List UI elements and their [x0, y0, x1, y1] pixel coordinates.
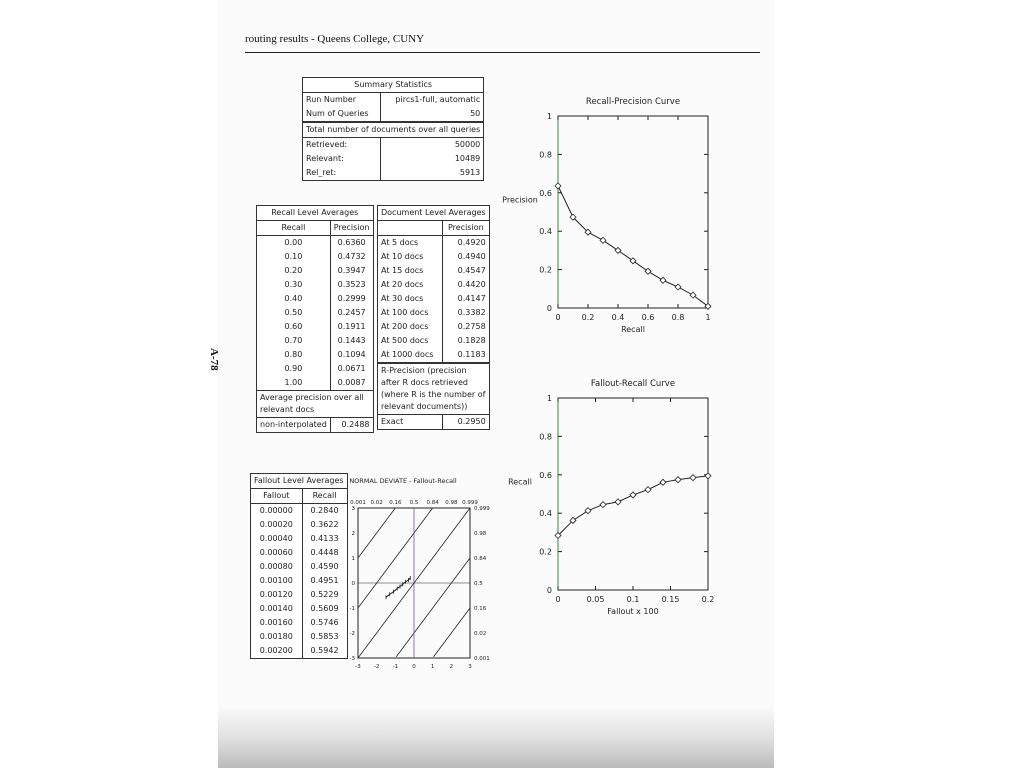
- rprecision-label: R-Precision (precision after R docs retrieved (where R is the number of relevant documents)): [378, 363, 490, 415]
- run-number-value: pircs1-full, automatic: [381, 93, 484, 108]
- summary-statistics-table: [302, 77, 484, 181]
- row-label: 0.40: [257, 292, 331, 306]
- x-axis-label: Fallout x 100: [607, 607, 659, 616]
- y-tick-label: 0.6: [539, 188, 552, 198]
- table-row: [251, 574, 348, 588]
- retrieved-label: Retrieved:: [303, 138, 381, 153]
- row-value: 0.4133: [302, 532, 347, 546]
- x-tick-label: 0.2: [701, 595, 715, 604]
- row-value: 0.1443: [330, 334, 373, 348]
- page-number-side: A-78: [208, 348, 220, 371]
- row-value: 0.3622: [302, 518, 347, 532]
- row-value: 0.6360: [330, 236, 373, 251]
- top-tick-label: 0.98: [445, 500, 458, 506]
- diagonal-grid-line: [434, 608, 470, 657]
- table-row: [257, 348, 374, 362]
- data-point-diamond: [630, 492, 636, 498]
- data-point-diamond: [660, 277, 666, 283]
- table-row: [251, 644, 348, 659]
- top-tick-label: 0.84: [426, 500, 439, 506]
- table-row: [378, 334, 490, 348]
- y-tick-label: 0.8: [539, 150, 552, 160]
- row-label: At 30 docs: [378, 292, 443, 306]
- table-row: [378, 348, 490, 363]
- scan-shadow: [218, 706, 774, 768]
- row-label: 0.50: [257, 306, 331, 320]
- x-tick-label: 0.1: [626, 595, 640, 604]
- row-label: 0.90: [257, 362, 331, 376]
- row-label: At 15 docs: [378, 264, 443, 278]
- row-label: At 200 docs: [378, 320, 443, 334]
- recall-precision-chart: [502, 90, 716, 350]
- row-value: 0.0671: [330, 362, 373, 376]
- right-tick-label: 0.98: [474, 531, 487, 537]
- x-tick-label: 0.05: [586, 595, 605, 604]
- right-tick-label: 0.84: [474, 556, 487, 562]
- row-label: 0.00200: [251, 644, 303, 659]
- table-row: [251, 630, 348, 644]
- chart-title: NORMAL DEVIATE - Fallout-Recall: [349, 477, 457, 485]
- x-tick-label: 0.2: [581, 313, 595, 322]
- table-row: [251, 532, 348, 546]
- run-number-label: Run Number: [303, 93, 381, 108]
- data-point-diamond: [585, 508, 591, 514]
- data-point-diamond: [675, 284, 681, 290]
- recall-level-averages-table: [256, 205, 374, 433]
- table-row: [378, 236, 490, 251]
- doc-level-title: Document Level Averages: [378, 206, 490, 221]
- data-point-diamond: [615, 247, 621, 253]
- x-tick-label: 0.4: [611, 313, 625, 322]
- row-label: 0.00000: [251, 504, 303, 519]
- header-rule: [245, 52, 760, 53]
- row-value: 0.5853: [302, 630, 347, 644]
- row-label: At 100 docs: [378, 306, 443, 320]
- normal-deviate-chart: [340, 474, 500, 684]
- table-row: [257, 376, 374, 391]
- relevant-value: 10489: [381, 152, 484, 166]
- x-tick-label: 0: [555, 595, 561, 604]
- row-value: 0.4420: [442, 278, 489, 292]
- row-value: 0.4147: [442, 292, 489, 306]
- table-row: [378, 264, 490, 278]
- series-line: [558, 476, 708, 536]
- table-row: [378, 250, 490, 264]
- top-tick-label: 0.16: [389, 500, 402, 506]
- row-value: 0.5609: [302, 602, 347, 616]
- y-tick-label: 0.4: [539, 509, 552, 519]
- top-tick-label: 0.999: [462, 500, 478, 506]
- right-tick-label: 0.001: [474, 656, 490, 662]
- table-row: [257, 236, 374, 251]
- y-tick-label: 0.2: [539, 547, 552, 557]
- row-value: 0.1911: [330, 320, 373, 334]
- row-value: 0.4940: [442, 250, 489, 264]
- left-tick-label: -3: [349, 656, 355, 662]
- y-tick-label: 0: [546, 586, 552, 595]
- table-row: [251, 588, 348, 602]
- row-label: 0.20: [257, 264, 331, 278]
- left-tick-label: -1: [349, 606, 355, 612]
- row-value: 0.3523: [330, 278, 373, 292]
- x-tick-label: 0.15: [661, 595, 680, 604]
- row-value: 0.4448: [302, 546, 347, 560]
- row-label: At 5 docs: [378, 236, 443, 251]
- row-value: 0.4547: [442, 264, 489, 278]
- left-tick-label: 1: [351, 556, 355, 562]
- x-axis-label: Recall: [621, 325, 645, 334]
- right-tick-label: 0.16: [474, 606, 487, 612]
- row-value: 0.2999: [330, 292, 373, 306]
- doc-col-empty: [378, 221, 443, 236]
- bottom-tick-label: -2: [373, 664, 380, 670]
- bottom-tick-label: 2: [449, 664, 454, 670]
- fallout-level-averages-table: [250, 473, 348, 659]
- y-tick-label: 1: [546, 394, 552, 403]
- data-point-diamond: [630, 258, 636, 264]
- row-value: 0.5746: [302, 616, 347, 630]
- data-point-diamond: [660, 479, 666, 485]
- fallout-recall-chart: [506, 372, 716, 632]
- table-row: [378, 306, 490, 320]
- row-value: 0.2840: [302, 504, 347, 519]
- bottom-tick-label: -3: [355, 664, 361, 670]
- table-row: [257, 264, 374, 278]
- table-row: [251, 616, 348, 630]
- data-point-diamond: [690, 475, 696, 481]
- left-tick-label: 3: [351, 506, 355, 512]
- exact-value: 0.2950: [442, 415, 489, 430]
- data-point-diamond: [600, 502, 606, 508]
- total-docs-label: Total number of documents over all queries: [303, 122, 484, 138]
- y-tick-label: 0.6: [539, 470, 552, 480]
- x-tick-label: 0.6: [641, 313, 655, 322]
- row-value: 0.4590: [302, 560, 347, 574]
- x-tick-label: 0: [555, 313, 561, 322]
- row-value: 0.0087: [330, 376, 373, 391]
- relret-label: Rel_ret:: [303, 166, 381, 181]
- precision-col-header: Precision: [330, 221, 373, 236]
- row-value: 0.2758: [442, 320, 489, 334]
- chart-title: Fallout-Recall Curve: [590, 379, 676, 389]
- row-value: 0.1828: [442, 334, 489, 348]
- row-label: 0.00020: [251, 518, 303, 532]
- num-queries-value: 50: [381, 107, 484, 122]
- row-label: 0.10: [257, 250, 331, 264]
- right-tick-label: 0.999: [474, 506, 490, 512]
- x-tick-label: 1: [705, 313, 711, 322]
- row-value: 0.4732: [330, 250, 373, 264]
- diagonal-grid-line: [358, 508, 433, 608]
- avg-precision-label: Average precision over all relevant docs: [257, 391, 374, 418]
- right-tick-label: 0.5: [474, 581, 483, 587]
- diagonal-grid-line: [396, 558, 470, 657]
- table-row: [257, 250, 374, 264]
- row-value: 0.5229: [302, 588, 347, 602]
- bottom-tick-label: -1: [392, 664, 399, 670]
- left-tick-label: 2: [351, 531, 355, 537]
- x-tick-label: 0.8: [671, 313, 685, 322]
- left-tick-label: 0: [351, 581, 355, 587]
- row-label: 0.00180: [251, 630, 303, 644]
- row-label: 0.00: [257, 236, 331, 251]
- table-row: [251, 560, 348, 574]
- row-label: At 1000 docs: [378, 348, 443, 363]
- relret-value: 5913: [381, 166, 484, 181]
- table-row: [251, 518, 348, 532]
- row-label: 0.00100: [251, 574, 303, 588]
- row-label: 0.00120: [251, 588, 303, 602]
- row-value: 0.2457: [330, 306, 373, 320]
- row-label: At 10 docs: [378, 250, 443, 264]
- row-value: 0.1094: [330, 348, 373, 362]
- data-point-diamond: [615, 499, 621, 505]
- row-value: 0.4951: [302, 574, 347, 588]
- row-label: At 20 docs: [378, 278, 443, 292]
- table-row: [251, 504, 348, 519]
- row-label: At 500 docs: [378, 334, 443, 348]
- table-row: [378, 292, 490, 306]
- row-label: 0.00040: [251, 532, 303, 546]
- data-point-diamond: [645, 268, 651, 274]
- bottom-tick-label: 1: [430, 664, 435, 670]
- data-point-diamond: [645, 487, 651, 493]
- y-tick-label: 1: [546, 112, 552, 121]
- row-label: 0.00140: [251, 602, 303, 616]
- document-level-averages-table: [377, 205, 490, 430]
- row-label: 0.00060: [251, 546, 303, 560]
- y-tick-label: 0.4: [539, 227, 552, 237]
- data-point-diamond: [675, 477, 681, 483]
- row-value: 0.4920: [442, 236, 489, 251]
- row-label: 0.30: [257, 278, 331, 292]
- row-label: 0.80: [257, 348, 331, 362]
- table-row: [257, 320, 374, 334]
- bottom-tick-label: 0: [412, 664, 416, 670]
- table-row: [257, 278, 374, 292]
- row-label: 1.00: [257, 376, 331, 391]
- row-value: 0.5942: [302, 644, 347, 659]
- y-axis-label: Precision: [502, 195, 538, 205]
- chart-title: Recall-Precision Curve: [585, 97, 681, 107]
- row-value: 0.1183: [442, 348, 489, 363]
- series-line: [558, 186, 708, 306]
- table-row: [257, 334, 374, 348]
- data-point-diamond: [600, 237, 606, 243]
- left-tick-label: -2: [349, 631, 355, 637]
- y-tick-label: 0.8: [539, 432, 552, 442]
- row-label: 0.00160: [251, 616, 303, 630]
- table-row: [251, 546, 348, 560]
- row-label: 0.00080: [251, 560, 303, 574]
- bottom-tick-label: 3: [468, 664, 472, 670]
- fallout-col-header: Fallout: [251, 489, 303, 504]
- top-tick-label: 0.001: [350, 500, 366, 506]
- table-row: [257, 362, 374, 376]
- top-tick-label: 0.02: [370, 500, 383, 506]
- table-row: [378, 320, 490, 334]
- page-header: routing results - Queens College, CUNY: [245, 33, 425, 45]
- top-tick-label: 0.5: [409, 500, 419, 506]
- table-row: [257, 292, 374, 306]
- data-point-diamond: [555, 183, 561, 189]
- fallout-recall-col-header: Recall: [302, 489, 347, 504]
- scanned-page: [208, 0, 774, 768]
- table-row: [378, 278, 490, 292]
- doc-precision-col-header: Precision: [442, 221, 489, 236]
- relevant-label: Relevant:: [303, 152, 381, 166]
- recall-col-header: Recall: [257, 221, 331, 236]
- noninterp-value: 0.2488: [330, 418, 373, 433]
- row-value: 0.3947: [330, 264, 373, 278]
- row-value: 0.3382: [442, 306, 489, 320]
- summary-title: Summary Statistics: [303, 78, 484, 93]
- diagonal-grid-line: [358, 508, 395, 558]
- y-tick-label: 0: [546, 304, 552, 313]
- plot-frame: [558, 116, 708, 308]
- y-axis-label: Recall: [508, 477, 532, 487]
- num-queries-label: Num of Queries: [303, 107, 381, 122]
- noninterp-label: non-interpolated: [257, 418, 331, 433]
- recall-level-title: Recall Level Averages: [257, 206, 374, 221]
- table-row: [257, 306, 374, 320]
- row-label: 0.60: [257, 320, 331, 334]
- fallout-level-title: Fallout Level Averages: [251, 474, 348, 489]
- row-label: 0.70: [257, 334, 331, 348]
- retrieved-value: 50000: [381, 138, 484, 153]
- data-point-diamond: [705, 473, 711, 479]
- exact-label: Exact: [378, 415, 443, 430]
- right-tick-label: 0.02: [474, 631, 487, 637]
- y-tick-label: 0.2: [539, 265, 552, 275]
- table-row: [251, 602, 348, 616]
